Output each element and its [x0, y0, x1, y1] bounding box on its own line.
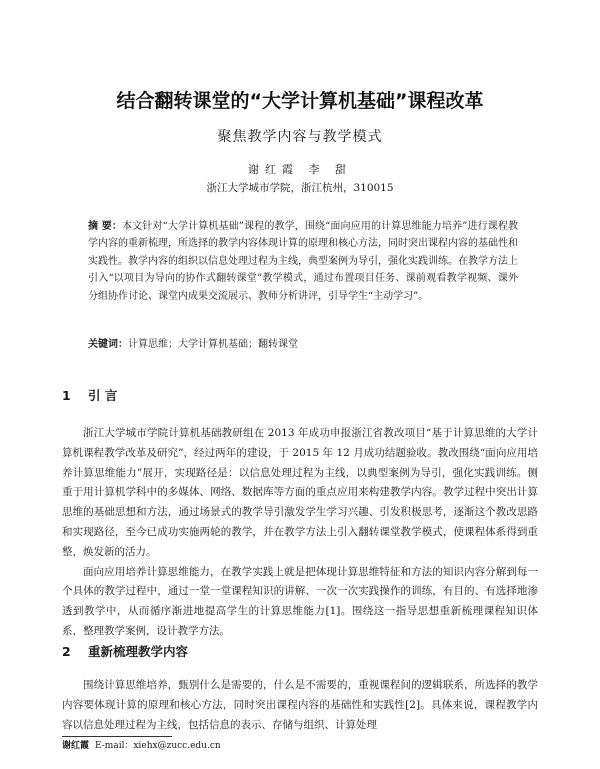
paragraph: 浙江大学城市学院计算机基础教研组在 2013 年成功申报浙江省教改项目“基于计算思维的大学计算机课程教学改革及研究”，经过两年的建设，于 2015 年 12 月成功结题验收。教改围绕“面向应用培养计算思维能力”展开，实现路径是：以信息处理过程为主线，以典型案例为导引，强化实践训练。侧重于用计算机学科中的多媒体、网络、数据库等方面的重点应用来构建教学内容。教学过程中突出计算思维的基础思想和方法，通过场景式的教学导引激发学生学习兴趣、引发积极思考，逐渐这个教改思路和实现路径，至今已成功实施两轮的教学，并在教学方法上引入翻转课堂教学模式，使课程体系得到重整，焕发新的活力。 — [62, 427, 538, 558]
section-2-title: 重新梳理教学内容 — [88, 644, 189, 659]
abstract — [88, 218, 518, 305]
section-2-number: 2 — [62, 644, 71, 659]
author-names: 谢红霞 李 甜 — [248, 163, 352, 176]
abstract-text: 本文针对“大学计算机基础”课程的教学，围绕“面向应用的计算思维能力培养”进行课程教学内容的重新梳理，所选择的教学内容体现计算的原理和核心方法，同时突出课程内容的基础性和实践性。教学内容的组织以信息处理过程为主线，典型案例为导引，强化实践训练。在教学方法上引入“以项目为导向的协作式翻转课堂”教学模式，通过布置项目任务、课前观看教学视频、课外分组协作讨论、课堂内成果交流展示、教师分析讲评，引导学生“主动学习”。 — [88, 221, 519, 302]
keywords-text: 计算思维；大学计算机基础；翻转课堂 — [128, 339, 298, 350]
keywords — [88, 336, 518, 353]
abstract-label: 摘 要： — [88, 221, 123, 232]
paper-subtitle: 聚焦教学内容与教学模式 — [217, 129, 383, 145]
author-affiliation: 浙江大学城市学院，浙江杭州，310015 — [206, 182, 394, 194]
footnote-divider — [62, 736, 172, 737]
section-1-title: 引 言 — [88, 388, 118, 403]
section-1-heading — [62, 386, 117, 404]
section-1-number: 1 — [62, 388, 71, 403]
section-2-body — [62, 676, 538, 735]
footnote-email: E-mail：xiehx@zucc.edu.cn — [95, 741, 221, 751]
section-2-heading — [62, 642, 188, 660]
footnote-author: 谢红霞 — [62, 741, 90, 751]
keywords-label: 关键词： — [88, 339, 128, 350]
footnote — [62, 740, 221, 752]
paragraph: 面向应用培养计算思维能力，在教学实践上就是把体现计算思维特征和方法的知识内容分解到每一个具体的教学过程中，通过一堂一堂课程知识的讲解、一次一次实践操作的训练，有目的、有选择地渗透到教学中，从而循序渐进地提高学生的计算思维能力[1]。围绕这一指导思想重新梳理课程知识体系，整理教学案例，设计教学方法。 — [62, 565, 538, 637]
paragraph: 围绕计算思维培养，甄别什么是需要的，什么是不需要的，重视课程间的逻辑联系，所选择的教学内容要体现计算的原理和核心方法，同时突出课程内容的基础性和实践性[2]。具体来说，课程教学内容以信息处理过程为主线，包括信息的表示、存储与组织、计算处理 — [62, 679, 538, 731]
section-1-body — [62, 424, 538, 642]
paper-title: 结合翻转课堂的“大学计算机基础”课程改革 — [116, 90, 484, 112]
